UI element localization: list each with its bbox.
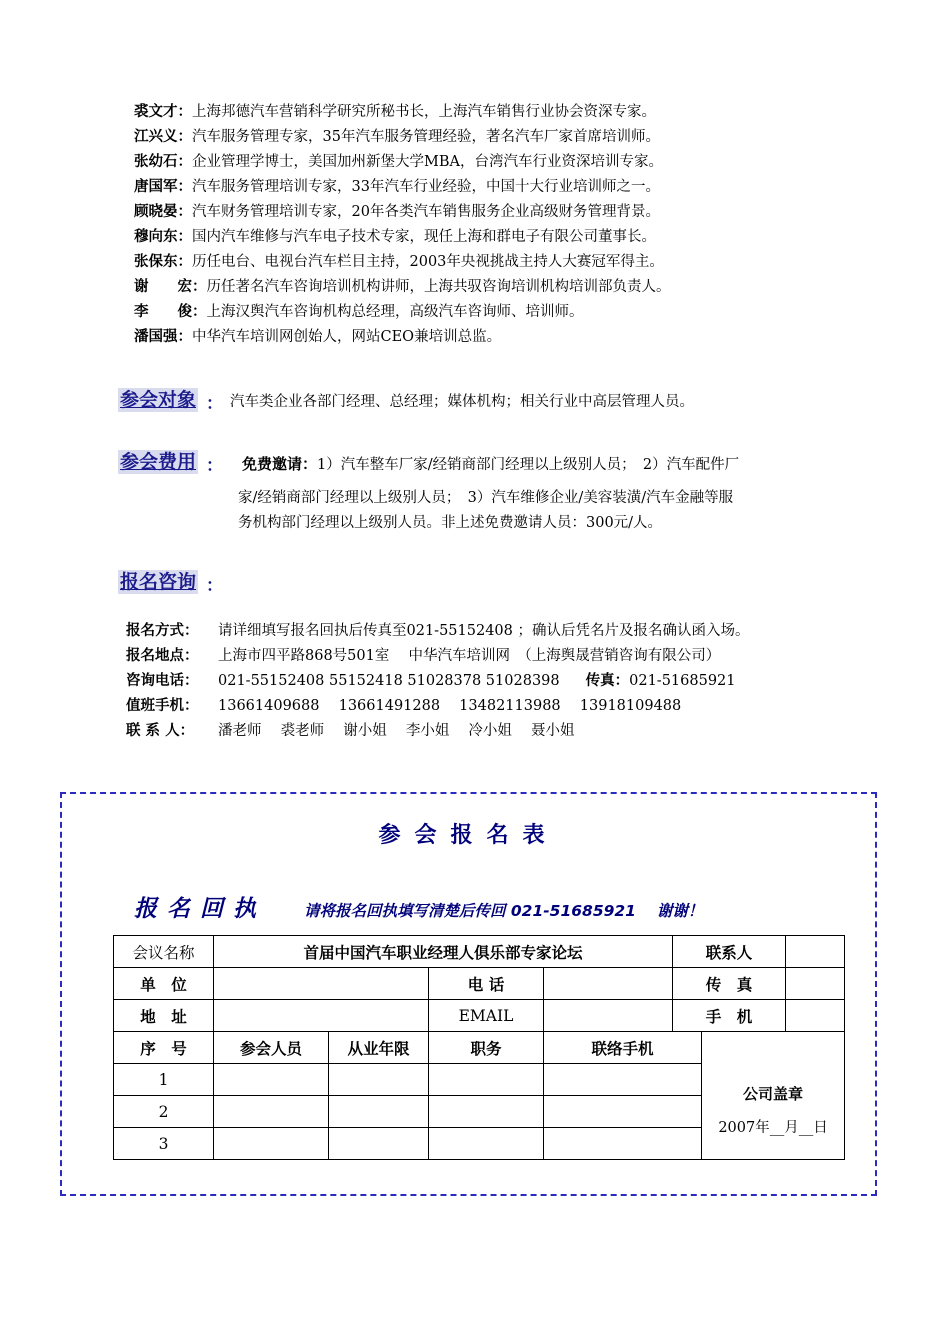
unit-label: 单 位 — [114, 968, 214, 1000]
expert-name: 张保东： — [134, 254, 192, 270]
fees-line-3: 务机构部门经理以上级别人员。非上述免费邀请人员：300元/人。 — [238, 515, 663, 531]
expert-item — [134, 150, 671, 175]
expert-item — [134, 125, 671, 150]
years-field[interactable] — [329, 1096, 429, 1128]
method-label: 报名方式： — [126, 623, 199, 639]
contact-info — [126, 619, 750, 744]
meeting-name: 首届中国汽车职业经理人俱乐部专家论坛 — [214, 936, 673, 968]
consult-heading: 报名咨询 — [120, 571, 197, 593]
contact-place-row — [126, 644, 750, 669]
mobile-label: 手 机 — [673, 1000, 786, 1032]
expert-item — [134, 275, 671, 300]
expert-name: 穆向东： — [134, 229, 192, 245]
phone-value: 021-55152408 55152418 51028378 51028398 — [218, 673, 560, 689]
free-invite-label: 免费邀请： — [242, 455, 318, 473]
person-field[interactable] — [214, 1096, 329, 1128]
person-field[interactable] — [214, 1064, 329, 1096]
expert-desc: 历任著名汽车咨询培训机构讲师，上海共驭咨询培训机构培训部负责人。 — [206, 279, 671, 295]
contact-person-field[interactable] — [786, 936, 845, 968]
expert-name: 李 俊： — [134, 304, 207, 320]
row-number: 2 — [114, 1096, 214, 1128]
consult-colon: ： — [206, 576, 223, 596]
expert-name: 江兴义： — [134, 129, 192, 145]
expert-item — [134, 225, 671, 250]
person-field[interactable] — [214, 1128, 329, 1160]
expert-list — [134, 100, 671, 350]
expert-desc: 汽车服务管理专家，35年汽车服务管理经验，著名汽车厂家首席培训师。 — [192, 129, 660, 145]
expert-name: 顾晓晏： — [134, 204, 192, 220]
contact-person-label: 联 系 人： — [126, 723, 195, 739]
phone-field[interactable] — [544, 1064, 702, 1096]
phone-field[interactable] — [544, 1128, 702, 1160]
expert-name: 谢 宏： — [134, 279, 207, 295]
attendees-colon: ： — [206, 394, 223, 414]
expert-desc: 国内汽车维修与汽车电子技术专家，现任上海和群电子有限公司董事长。 — [192, 229, 656, 245]
phone-label: 咨询电话： — [126, 673, 199, 689]
form-title: 参会报名表 — [378, 823, 559, 848]
col-title-header: 职务 — [429, 1032, 544, 1064]
fax-value: 021-51685921 — [629, 673, 736, 689]
expert-item — [134, 325, 671, 350]
col-years-header: 从业年限 — [329, 1032, 429, 1064]
title-field[interactable] — [429, 1064, 544, 1096]
years-field[interactable] — [329, 1128, 429, 1160]
contact-phone-row — [126, 669, 750, 694]
contact-person-row — [126, 719, 750, 744]
expert-name: 潘国强： — [134, 329, 192, 345]
expert-desc: 历任电台、电视台汽车栏目主持，2003年央视挑战主持人大赛冠军得主。 — [192, 254, 664, 270]
expert-desc: 上海汉舆汽车咨询机构总经理，高级汽车咨询师、培训师。 — [206, 304, 584, 320]
title-field[interactable] — [429, 1096, 544, 1128]
phone-field[interactable] — [544, 968, 673, 1000]
expert-desc: 汽车服务管理培训专家，33年汽车行业经验，中国十大行业培训师之一。 — [192, 179, 660, 195]
expert-desc: 中华汽车培训网创始人，网站CEO兼培训总监。 — [192, 329, 502, 345]
table-header-row — [114, 1032, 845, 1064]
unit-field[interactable] — [214, 968, 429, 1000]
fees-line-1-text: 1）汽车整车厂家/经销商部门经理以上级别人员； 2）汽车配件厂 — [317, 457, 740, 473]
expert-item — [134, 175, 671, 200]
phone-label: 电 话 — [429, 968, 544, 1000]
fax-label: 传真： — [585, 673, 630, 689]
receipt-header — [134, 890, 703, 923]
fax-field[interactable] — [786, 968, 845, 1000]
row-number: 3 — [114, 1128, 214, 1160]
expert-item — [134, 200, 671, 225]
row-number: 1 — [114, 1064, 214, 1096]
mobile-label: 值班手机： — [126, 698, 199, 714]
attendees-heading: 参会对象 — [120, 389, 197, 411]
receipt-note: 请将报名回执填写清楚后传回 021-51685921 谢谢！ — [304, 902, 704, 920]
contact-method-row — [126, 619, 750, 644]
expert-item — [134, 250, 671, 275]
contact-person-label: 联系人 — [673, 936, 786, 968]
company-stamp-cell — [702, 1032, 845, 1160]
col-no-header: 序 号 — [114, 1032, 214, 1064]
address-field[interactable] — [214, 1000, 429, 1032]
place-value: 上海市四平路868号501室 中华汽车培训网 （上海舆晟营销咨询有限公司） — [218, 648, 721, 664]
expert-item — [134, 300, 671, 325]
col-person-header: 参会人员 — [214, 1032, 329, 1064]
attendees-text: 汽车类企业各部门经理、总经理；媒体机构；相关行业中高层管理人员。 — [230, 394, 694, 410]
expert-item — [134, 100, 671, 125]
expert-name: 唐国军： — [134, 179, 192, 195]
email-label: EMAIL — [429, 1000, 544, 1032]
fees-line-2: 家/经销商部门经理以上级别人员； 3）汽车维修企业/美容装潢/汽车金融等服 — [238, 490, 734, 506]
mobile-field[interactable] — [786, 1000, 845, 1032]
phone-field[interactable] — [544, 1096, 702, 1128]
expert-desc: 企业管理学博士，美国加州新堡大学MBA，台湾汽车行业资深培训专家。 — [192, 154, 663, 170]
fees-line-1 — [242, 450, 739, 480]
fees-heading: 参会费用 — [120, 451, 197, 473]
title-field[interactable] — [429, 1128, 544, 1160]
expert-desc: 上海邦德汽车营销科学研究所秘书长，上海汽车销售行业协会资深专家。 — [192, 104, 656, 120]
contact-person-value: 潘老师 裘老师 谢小姐 李小姐 冷小姐 聂小姐 — [218, 723, 575, 739]
registration-table — [113, 935, 845, 1160]
expert-name: 张幼石： — [134, 154, 192, 170]
meeting-label: 会议名称 — [114, 936, 214, 968]
stamp-label: 公司盖章 — [743, 1084, 804, 1103]
method-value: 请详细填写报名回执后传真至021-55152408 ；确认后凭名片及报名确认函入场。 — [218, 623, 750, 639]
table-row — [114, 968, 845, 1000]
receipt-title: 报名回执 — [134, 895, 266, 922]
fees-colon: ： — [206, 456, 223, 476]
address-label: 地 址 — [114, 1000, 214, 1032]
table-row — [114, 936, 845, 968]
email-field[interactable] — [544, 1000, 673, 1032]
mobile-value: 13661409688 13661491288 13482113988 13918109488 — [218, 698, 682, 714]
place-label: 报名地点： — [126, 648, 199, 664]
table-row — [114, 1000, 845, 1032]
col-phone-header: 联络手机 — [544, 1032, 702, 1064]
contact-mobile-row — [126, 694, 750, 719]
expert-name: 裘文才： — [134, 104, 192, 120]
date-text: 2007年__月__日 — [718, 1119, 828, 1136]
years-field[interactable] — [329, 1064, 429, 1096]
expert-desc: 汽车财务管理培训专家，20年各类汽车销售服务企业高级财务管理背景。 — [192, 204, 660, 220]
fax-label: 传 真 — [673, 968, 786, 1000]
